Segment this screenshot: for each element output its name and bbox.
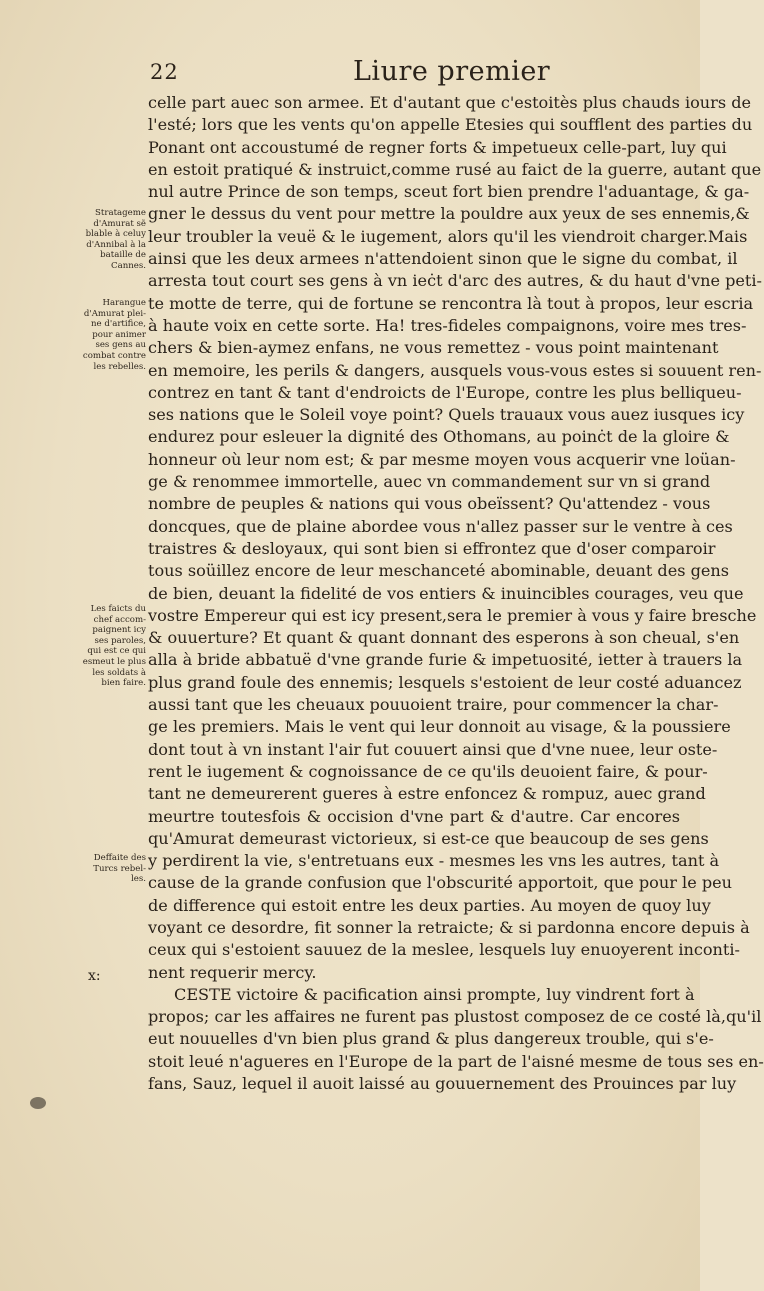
text-line: gner le dessus du vent pour mettre la pouldre aux yeux de ses ennemis,& bbox=[148, 204, 750, 224]
text-line: en memoire, les perils & dangers, ausquels vous-vous estes si souuent ren- bbox=[148, 360, 762, 380]
text-line: plus grand foule des ennemis; lesquels s'estoient de leur costé aduancez bbox=[148, 672, 742, 692]
text-line: qu'Amurat demeurast victorieux, si est-ce que beaucoup de ses gens bbox=[148, 828, 709, 848]
text-line: nul autre Prince de son temps, sceut fort bien prendre l'aduantage, & ga- bbox=[148, 182, 750, 202]
text-line: ceux qui s'estoient sauuez de la meslee, lesquels luy enuoyerent inconti- bbox=[148, 940, 740, 960]
text-line: CESTE victoire & pacification ainsi prompte, luy vindrent fort à bbox=[174, 984, 695, 1004]
text-line: nombre de peuples & nations qui vous obeïssent? Qu'attendez - vous bbox=[148, 494, 711, 514]
text-line: & ouuerture? Et quant & quant donnant des esperons à son cheual, s'en bbox=[148, 628, 740, 648]
text-line: Ponant ont accoustumé de regner forts & impetueux celle-part, luy qui bbox=[148, 137, 727, 157]
text-line: nent requerir mercy. bbox=[148, 962, 317, 982]
ink-blot bbox=[30, 1097, 46, 1109]
text-line: ge & renommee immortelle, auec vn commandement sur vn si grand bbox=[148, 472, 711, 492]
text-line: arresta tout court ses gens à vn ieċt d'arc des autres, & du haut d'vne peti- bbox=[148, 271, 762, 291]
margin-note-line: d'Amurat sẽ bbox=[93, 218, 146, 229]
text-line: vostre Empereur qui est icy present,sera le premier à vous y faire bresche bbox=[148, 605, 757, 625]
text-line: de bien, deuant la fidelité de vos entiers & inuincibles courages, veu que bbox=[148, 583, 744, 603]
margin-note-line: Turcs rebel- bbox=[93, 863, 146, 874]
margin-marker: x: bbox=[88, 968, 101, 984]
margin-note-line: qui est ce qui bbox=[87, 646, 146, 657]
text-line: ge les premiers. Mais le vent qui leur donnoit au visage, & la poussiere bbox=[148, 717, 731, 737]
margin-note-line: ses paroles, bbox=[94, 635, 146, 646]
text-line: ainsi que les deux armees n'attendoient sinon que le signe du combat, il bbox=[148, 249, 738, 269]
text-line: fans, Sauz, lequel il auoit laissé au gouuernement des Prouinces par luy bbox=[148, 1074, 737, 1094]
text-line: celle part auec son armee. Et d'autant que c'estoitès plus chauds iours de bbox=[148, 93, 752, 112]
margin-note-line: pour animer bbox=[92, 329, 146, 340]
text-line: endurez pour esleuer la dignité des Othomans, au poinċt de la gloire & bbox=[148, 427, 730, 447]
text-line: en estoit pratiqué & instruict,comme rusé au faict de la guerre, autant que bbox=[148, 159, 762, 179]
text-line: te motte de terre, qui de fortune se rencontra là tout à propos, leur escria bbox=[148, 293, 754, 313]
text-line: l'esté; lors que les vents qu'on appelle Etesies qui soufflent des parties du bbox=[148, 115, 753, 135]
text-line: dont tout à vn instant l'air fut couuert ainsi que d'vne nuee, leur oste- bbox=[148, 739, 718, 759]
text-line: leur troubler la veuë & le iugement, alors qu'il les viendroit charger.Mais bbox=[148, 226, 748, 246]
margin-note-line: les. bbox=[131, 874, 146, 885]
text-line: rent le iugement & cognoissance de ce qu'ils deuoient faire, & pour- bbox=[148, 761, 708, 781]
margin-note-line: Cannes. bbox=[111, 260, 146, 271]
text-line: honneur où leur nom est; & par mesme moyen vous acquerir vne loüan- bbox=[148, 449, 736, 469]
text-line: ses nations que le Soleil voye point? Quels trauaux vous auez iusques icy bbox=[148, 405, 745, 425]
text-line: voyant ce desordre, fit sonner la retraicte; & si pardonna encore depuis à bbox=[148, 917, 750, 937]
margin-note-line: Les faicts du bbox=[90, 604, 146, 614]
text-line: contrez en tant & tant d'endroicts de l'Europe, contre les plus belliqueu- bbox=[148, 382, 742, 402]
page-header bbox=[148, 56, 683, 96]
text-line: stoit leué n'agueres en l'Europe de la part de l'aisné mesme de tous ses en- bbox=[148, 1051, 764, 1071]
text-line: y perdirent la vie, s'entretuans eux - mesmes les vns les autres, tant à bbox=[148, 851, 720, 871]
text-line: cause de la grande confusion que l'obscurité apportoit, que pour le peu bbox=[148, 873, 733, 893]
margin-note-line: ses gens au bbox=[95, 340, 146, 351]
text-line: traistres & desloyaux, qui sont bien si effrontez que d'oser comparoir bbox=[148, 538, 716, 558]
body-text bbox=[132, 92, 764, 1095]
text-line: tant ne demeurerent gueres à estre enfoncez & rompuz, auec grand bbox=[148, 784, 706, 804]
margin-note-line: chef accom- bbox=[93, 614, 146, 625]
margin-note-line: bataille de bbox=[100, 250, 146, 261]
text-line: alla à bride abbatuë d'vne grande furie & impetuosité, ietter à trauers la bbox=[148, 650, 743, 670]
text-line: doncques, que de plaine abordee vous n'allez passer sur le ventre à ces bbox=[148, 516, 733, 536]
text-line: chers & bien-aymez enfans, ne vous remettez - vous point maintenant bbox=[148, 338, 719, 358]
margin-note-line: paignent icy bbox=[92, 625, 146, 636]
running-title: Liure premier bbox=[353, 56, 551, 87]
text-line: eut nouuelles d'vn bien plus grand & plus dangereux trouble, qui s'e- bbox=[148, 1029, 714, 1049]
margin-note-line: combat contre bbox=[82, 350, 146, 361]
margin-note-line: d'Amurat plei- bbox=[83, 308, 146, 319]
text-line: aussi tant que les cheuaux pouuoient traire, pour commencer la char- bbox=[148, 695, 719, 715]
text-line: à haute voix en cette sorte. Ha! tres-fideles compaignons, voire mes tres- bbox=[148, 315, 747, 335]
text-line: tous soüillez encore de leur meschanceté abominable, deuant des gens bbox=[148, 561, 730, 581]
margin-note-line: ne d'artifice, bbox=[90, 319, 146, 330]
margin-note-line: Deffaite des bbox=[93, 853, 146, 863]
margin-note-line: Stratageme bbox=[95, 208, 146, 218]
margin-note-line: les soldats à bbox=[92, 667, 146, 678]
margin-note-line: blable à celuy bbox=[85, 229, 146, 240]
margin-note-line: Harangue bbox=[102, 298, 146, 308]
page-number: 22 bbox=[150, 60, 179, 84]
text-line: propos; car les affaires ne furent pas plustost composez de ce costé là,qu'il bbox=[148, 1007, 762, 1027]
text-line: meurtre toutesfois & occision d'vne part & d'autre. Car encores bbox=[148, 806, 680, 826]
margin-note-line: esmeut le plus bbox=[82, 656, 146, 667]
text-line: de difference qui estoit entre les deux parties. Au moyen de quoy luy bbox=[148, 895, 711, 915]
margin-note-line: d'Annibal à la bbox=[86, 239, 146, 250]
margin-note-line: bien faire. bbox=[101, 678, 146, 689]
margin-note-line: les rebelles. bbox=[93, 361, 146, 372]
